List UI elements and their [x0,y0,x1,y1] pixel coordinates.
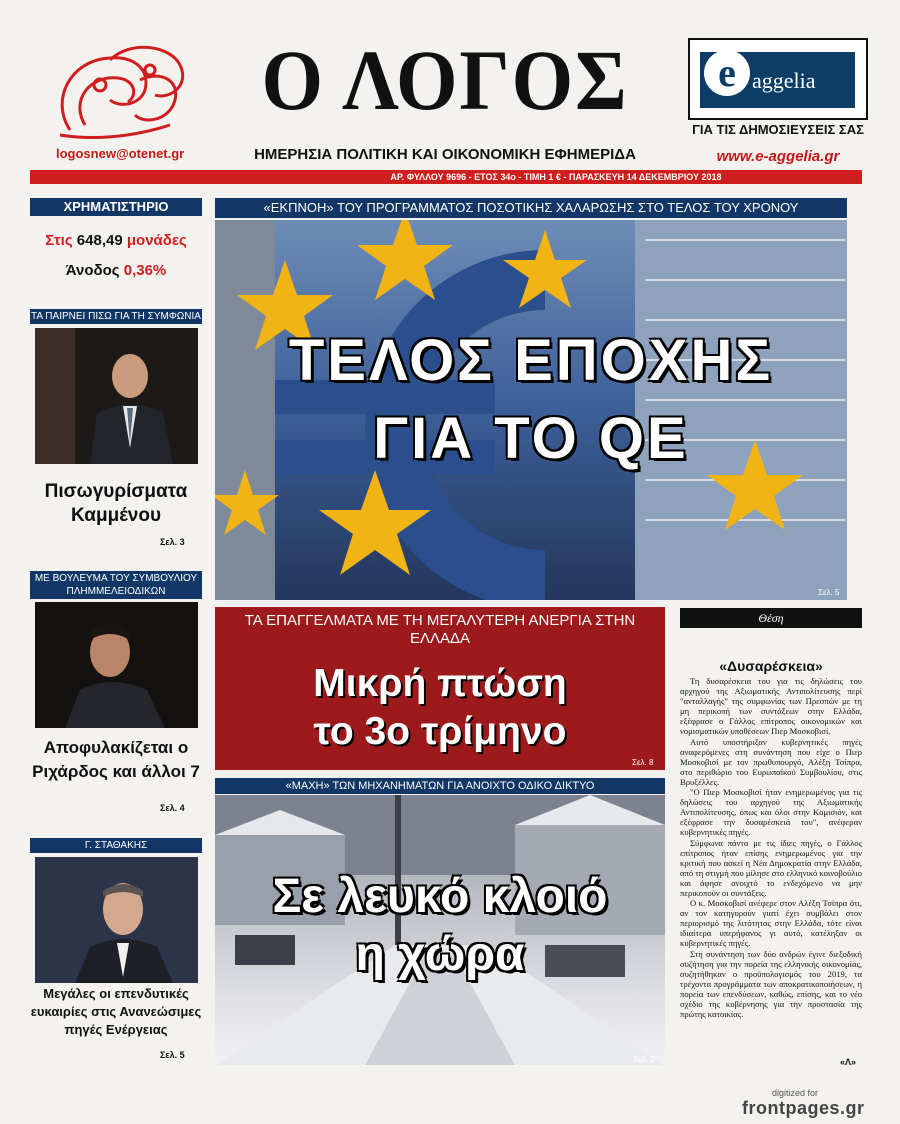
issue-info: ΑΡ. ΦΥΛΛΟΥ 9696 - ΕΤΟΣ 34ο - ΤΙΜΗ 1 € - ΠΑΡΑΣΚΕΥΗ 14 ΔΕΚΕΜΒΡΙΟΥ 2018 [390,172,722,182]
story3-kicker: «ΜΑΧΗ» ΤΩΝ ΜΗΧΑΝΗΜΑΤΩΝ ΓΙΑ ΑΝΟΙΧΤΟ ΟΔΙΚΟ ΔΙΚΤΥΟ [215,778,665,794]
side-story-3-page: Σελ. 5 [160,1050,185,1060]
email-address[interactable]: logosnew@otenet.gr [56,146,185,161]
opinion-tab: Θέση [680,608,862,628]
logo-mark [40,40,200,150]
stock-change: Άνοδος 0,36% [65,262,167,279]
side-story-3-photo[interactable] [35,857,198,983]
lead-headline[interactable]: ΤΕΛΟΣ ΕΠΟΧΗΣ ΓΙΑ ΤΟ QE [288,328,774,471]
side-story-2-photo[interactable] [35,602,198,728]
stock-title: ΧΡΗΜΑΤΙΣΤΗΡΙΟ [30,198,202,216]
side-story-2-headline[interactable]: Αποφυλακίζεται ο Ριχάρδος και άλλοι 7 [32,738,200,781]
side-story-3-headline[interactable]: Μεγάλες οι επενδυτικές ευκαιρίες στις Ανανεώσιμες πηγές Ενέργειας [30,986,202,1037]
issue-info-bar [30,170,862,184]
footer-digitized: digitized for [772,1088,819,1098]
ad-logo-letter: e [704,50,750,96]
side-story-1-page: Σελ. 3 [160,537,185,547]
opinion-signature: «Λ» [840,1057,857,1067]
side-story-3-kicker: Γ. ΣΤΑΘΑΚΗΣ [30,838,202,853]
story2-headline[interactable]: Μικρή πτώση το 3ο τρίμηνο [313,662,567,753]
opinion-body: Τη δυσαρέσκεια του για τις δηλώσεις του αρχηγού της Αξιωματικής Αντιπολίτευσης περί "ανταλλαγής" της συμφωνίας των Πρεσπών με τη μη περικοπή των συντάξεων στην Ελλάδα, εξέφρασε ο Γάλλος επίτροπος οικονομικών και νομισματικών υποθέσεων Πιερ Μοσκοβισί. Αυτό υποστήριξαν κυβερνητικές πηγές αναφερόμενες στη συνάντηση που είχε ο Πιερ Μοσκοβισί με τον πρωθυπουργό, Αλέξη Τσίπρα, στο περιθώριο του Ευρωπαϊκού Συμβουλίου, στις Βρυξέλλες. "Ο Πιερ Μοσκοβισί ήταν ενημερωμένος για τις δηλώσεις του αρχηγού της Αξιωματικής Αντιπολίτευσης, όπως και όλοι στην Κομισιόν, και εξέφρασε την δυσαρέσκειά του", ανέφεραν κυβερνητικές πηγές. Σύμφωνα πάντα με τις ίδιες πηγές, ο Γάλλος επίτροπος ήταν επίσης ενημερωμένος για την κριτική που ασκεί η Νέα Δημοκρατία στην Ελλάδα, από τη στιγμή που μίλησε στο ελληνικό κοινοβούλιο και άφησε ανοιχτό το ενδεχόμενο να μην περικοπούν οι συντάξεις. Ο κ. Μοσκοβισί ανέφερε στον Αλέξη Τσίπρα ότι, αν τον κατηγορούν γιατί έχει συμβάλει στον περιορισμό της λιτότητας στην Ελλάδα, τότε είναι ιδιαίτερα υπερήφανος γι αυτό, κατέληξαν οι κυβερνητικές πηγές. Στη συνάντηση των δύο ανδρών έγινε διεξοδική συζήτηση για την πορεία της ελληνικής οικονομίας, συζητήθηκαν ο προϋπολογισμός του 2019, τα τρέχοντα προγράμματα των αποκρατικοποιήσεων, η πορεία των επενδύσεων, καθώς, επίσης, και το νέο σχέδιο της κυβέρνησης για την προστασία της πρώτης κατοικίας. [680,676,862,1020]
stock-index: Στις 648,49 μονάδες [45,232,187,249]
lead-kicker: «ΕΚΠΝΟΗ» ΤΟΥ ΠΡΟΓΡΑΜΜΑΤΟΣ ΠΟΣΟΤΙΚΗΣ ΧΑΛΑΡΩΣΗΣ ΣΤΟ ΤΕΛΟΣ ΤΟΥ ΧΡΟΝΟΥ [215,198,847,218]
ad-logo-text: aggelia [752,68,816,93]
lead-page: Σελ. 5 [818,588,840,597]
ad-url[interactable]: www.e-aggelia.gr [716,148,840,165]
side-story-2-page: Σελ. 4 [160,803,185,813]
person-photo [35,602,198,728]
story2-kicker: ΤΑ ΕΠΑΓΓΕΛΜΑΤΑ ΜΕ ΤΗ ΜΕΓΑΛΥΤΕΡΗ ΑΝΕΡΓΙΑ ΣΤΗΝ ΕΛΛΑΔΑ [244,612,636,647]
side-story-1-kicker: ΤΑ ΠΑΙΡΝΕΙ ΠΙΣΩ ΓΙΑ ΤΗ ΣΥΜΦΩΝΙΑ [31,311,201,322]
side-story-1-headline[interactable]: Πισωγυρίσματα Καμμένου [44,481,188,526]
story3-headline[interactable]: Σε λευκό κλοιό η χώρα [272,870,608,981]
story2-page: Σελ. 8 [632,758,654,767]
story3-page: Σελ. 2 [633,1055,655,1064]
ad-tagline: ΓΙΑ ΤΙΣ ΔΗΜΟΣΙΕΥΣΕΙΣ ΣΑΣ [692,122,864,137]
masthead-subtitle: ΗΜΕΡΗΣΙΑ ΠΟΛΙΤΙΚΗ ΚΑΙ ΟΙΚΟΝΟΜΙΚΗ ΕΦΗΜΕΡΙΔΑ [254,146,636,163]
side-story-2-kicker: ΜΕ ΒΟΥΛΕΥΜΑ ΤΟΥ ΣΥΜΒΟΥΛΙΟΥ ΠΛΗΜΜΕΛΕΙΟΔΙΚΩΝ [30,571,202,599]
footer-site[interactable]: frontpages.gr [742,1098,865,1118]
person-photo [35,857,198,983]
masthead-title: Ο ΛΟΓΟΣ [261,32,629,128]
side-story-1-photo[interactable] [35,328,198,464]
person-photo [35,328,198,464]
opinion-title: «Δυσαρέσκεια» [719,658,823,674]
